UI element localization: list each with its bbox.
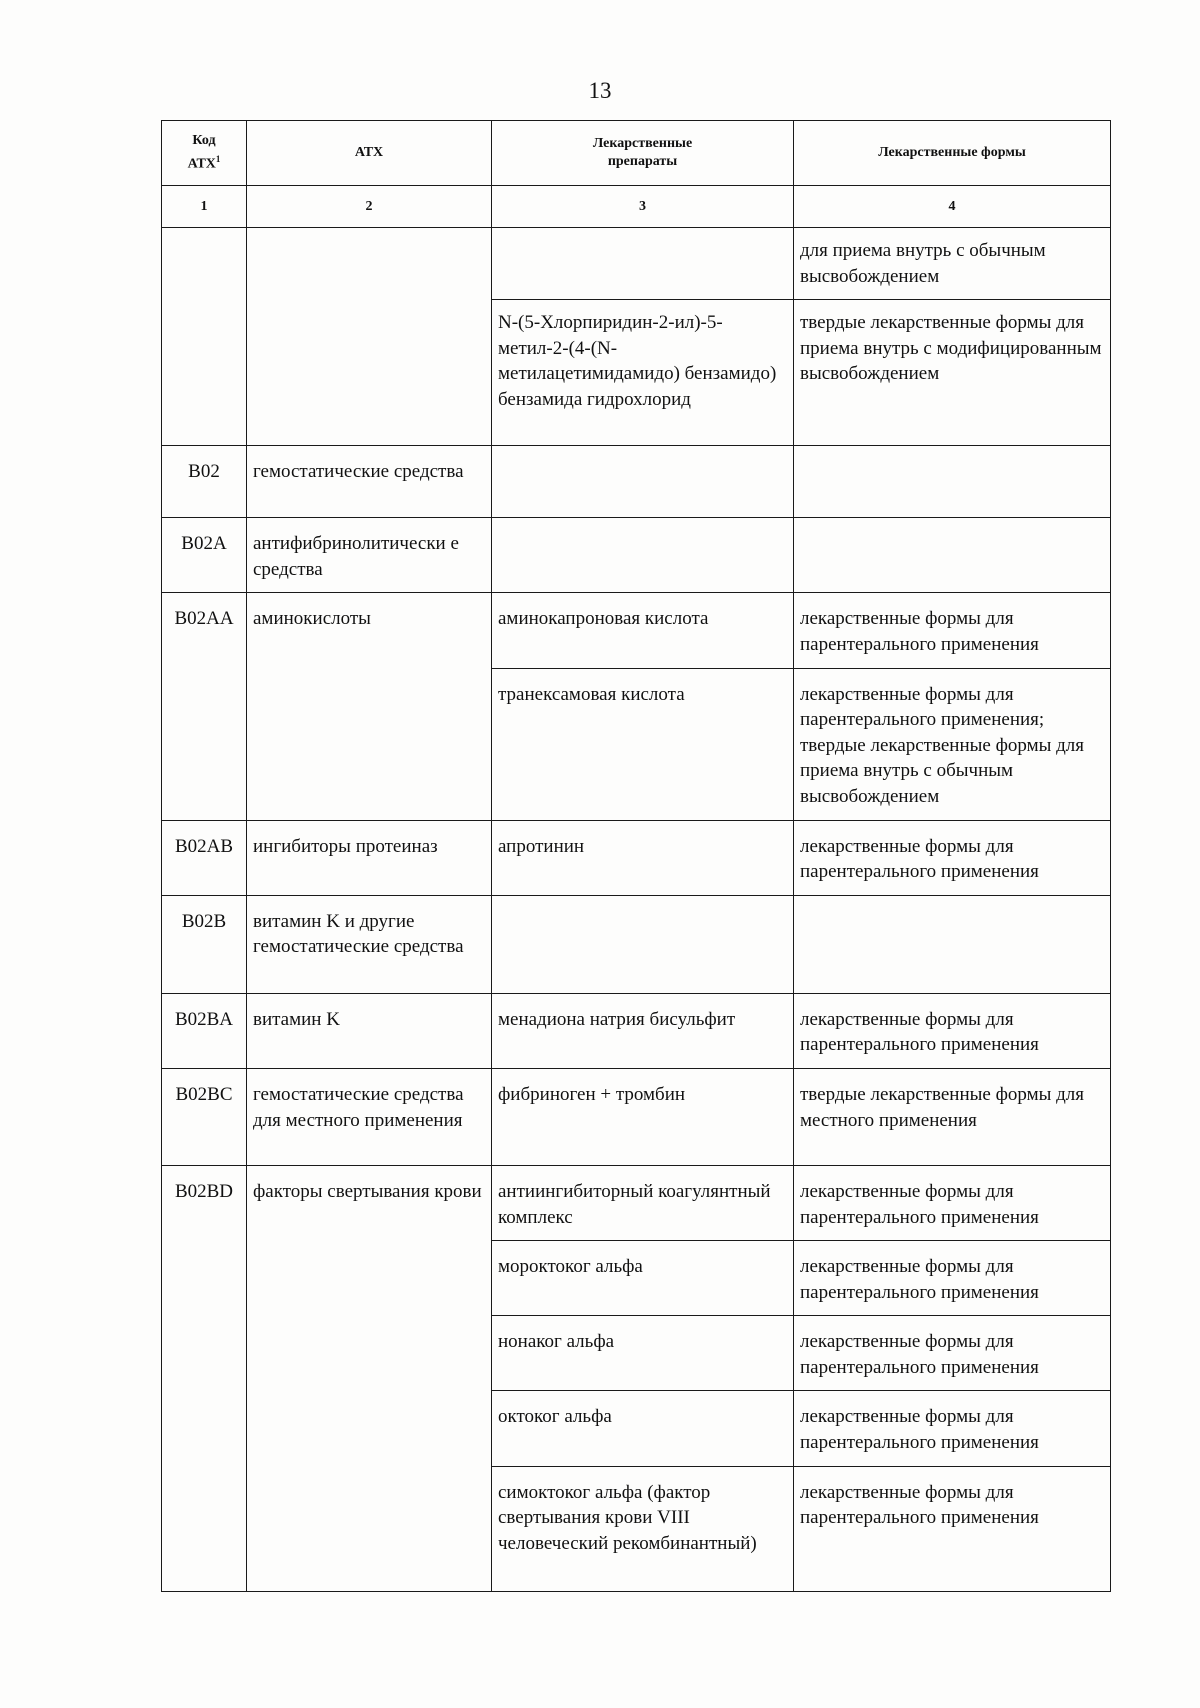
cell-form: лекарственные формы для парентерального применения	[794, 1165, 1111, 1240]
cell-form: твердые лекарственные формы для местного применения	[794, 1068, 1111, 1165]
table-row	[162, 228, 1111, 300]
cell-drug	[492, 228, 794, 300]
header-forms: Лекарственные формы	[794, 121, 1111, 186]
cell-form: лекарственные формы для парентерального применения; твердые лекарственные формы для приема внутрь с обычным высвобождением	[794, 668, 1111, 820]
cell-atc: антифибринолитически е средства	[247, 518, 492, 593]
cell-drug: антиингибиторный коагулянтный комплекс	[492, 1165, 794, 1240]
table-header-row	[162, 121, 1111, 186]
column-number: 1	[162, 186, 247, 228]
cell-code: B02AB	[162, 820, 247, 895]
cell-atc: гемостатические средства	[247, 446, 492, 518]
header-drugs-line1: Лекарственные	[592, 136, 693, 151]
page-number: 13	[588, 78, 612, 103]
cell-atc: витамин K и другие гемостатические средства	[247, 895, 492, 993]
cell-atc	[247, 228, 492, 446]
table-row	[162, 820, 1111, 895]
cell-drug	[492, 895, 794, 993]
cell-drug: мороктоког альфа	[492, 1241, 794, 1316]
column-number: 3	[492, 186, 794, 228]
cell-form	[794, 446, 1111, 518]
header-drugs	[492, 121, 794, 186]
column-number-row	[162, 186, 1111, 228]
table-row	[162, 993, 1111, 1068]
header-code-line1: Код	[192, 133, 216, 149]
table-row	[162, 895, 1111, 993]
cell-form	[794, 895, 1111, 993]
header-atc: АТХ	[247, 121, 492, 186]
header-code-footnote: 1	[215, 154, 221, 165]
cell-code: B02AA	[162, 593, 247, 820]
cell-code: B02A	[162, 518, 247, 593]
cell-form	[794, 518, 1111, 593]
column-number: 4	[794, 186, 1111, 228]
cell-drug	[492, 446, 794, 518]
cell-drug: менадиона натрия бисульфит	[492, 993, 794, 1068]
cell-code: B02B	[162, 895, 247, 993]
table-row	[162, 1165, 1111, 1240]
cell-form: твердые лекарственные формы для приема внутрь с модифицированным высвобождением	[794, 300, 1111, 446]
cell-drug: транексамовая кислота	[492, 668, 794, 820]
cell-drug: апротинин	[492, 820, 794, 895]
table-row	[162, 446, 1111, 518]
cell-form: лекарственные формы для парентерального применения	[794, 1241, 1111, 1316]
cell-code: B02BD	[162, 1165, 247, 1591]
drug-table	[161, 120, 1111, 1592]
cell-code: B02	[162, 446, 247, 518]
cell-code: B02BC	[162, 1068, 247, 1165]
cell-form: лекарственные формы для парентерального применения	[794, 1316, 1111, 1391]
cell-drug: нонаког альфа	[492, 1316, 794, 1391]
header-code	[162, 121, 247, 186]
table-row	[162, 518, 1111, 593]
cell-drug	[492, 518, 794, 593]
header-code-line2: АТХ	[187, 156, 216, 172]
cell-drug: октоког альфа	[492, 1391, 794, 1466]
cell-drug: N-(5-Хлорпиридин-2-ил)-5-метил-2-(4-(N-метилацетимидамидо) бензамидо) бензамида гидрохлорид	[492, 300, 794, 446]
cell-drug: симоктоког альфа (фактор свертывания крови VIII человеческий рекомбинантный)	[492, 1466, 794, 1591]
table-row	[162, 593, 1111, 668]
cell-form: лекарственные формы для парентерального применения	[794, 1466, 1111, 1591]
cell-atc: витамин K	[247, 993, 492, 1068]
table-row	[162, 1068, 1111, 1165]
cell-form: лекарственные формы для парентерального применения	[794, 1391, 1111, 1466]
cell-form: лекарственные формы для парентерального применения	[794, 593, 1111, 668]
cell-drug: фибриноген + тромбин	[492, 1068, 794, 1165]
cell-atc: аминокислоты	[247, 593, 492, 820]
column-number: 2	[247, 186, 492, 228]
cell-code: B02BA	[162, 993, 247, 1068]
cell-atc: ингибиторы протеиназ	[247, 820, 492, 895]
header-drugs-line2: препараты	[607, 154, 678, 169]
cell-atc: факторы свертывания крови	[247, 1165, 492, 1591]
cell-code	[162, 228, 247, 446]
cell-drug: аминокапроновая кислота	[492, 593, 794, 668]
cell-atc: гемостатические средства для местного применения	[247, 1068, 492, 1165]
cell-form: для приема внутрь с обычным высвобождением	[794, 228, 1111, 300]
cell-form: лекарственные формы для парентерального применения	[794, 820, 1111, 895]
cell-form: лекарственные формы для парентерального применения	[794, 993, 1111, 1068]
